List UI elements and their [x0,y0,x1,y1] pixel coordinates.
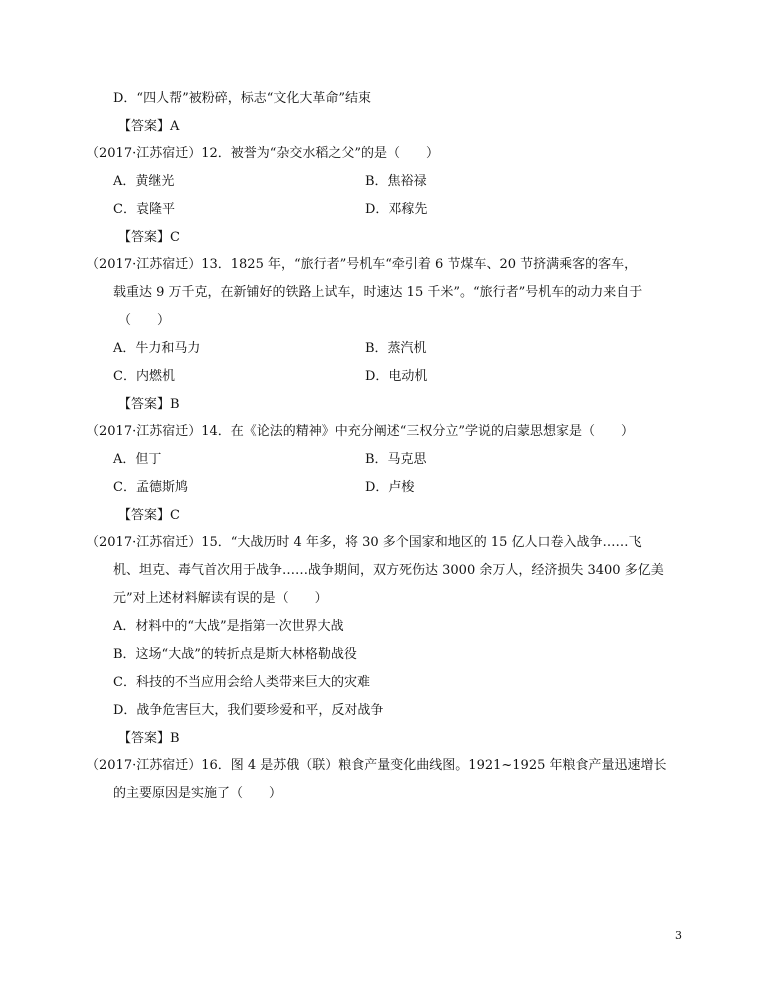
q13-option-a: A．牛力和马力 [113,341,201,356]
q15-stem-line1: （2017·江苏宿迁）15．“大战历时 4 年多，将 30 多个国家和地区的 15 亿人口卷入战争……飞 [86,535,642,550]
q13-stem-line3: （ ） [118,313,171,328]
q12-option-c: C．袁隆平 [113,202,175,217]
q15-option-a: A．材料中的“大战”是指第一次世界大战 [113,619,344,634]
q13-option-b: B．蒸汽机 [365,341,427,356]
q13-option-c: C．内燃机 [113,369,175,384]
q15-stem-line2: 机、坦克、毒气首次用于战争……战争期间，双方死伤达 3000 余万人，经济损失 3400 多亿美 [113,563,664,578]
q14-stem: （2017·江苏宿迁）14．在《论法的精神》中充分阐述“三权分立”学说的启蒙思想家是（ ） [86,424,635,439]
q13-answer: 【答案】B [118,397,180,412]
q16-stem-line1: （2017·江苏宿迁）16．图 4 是苏俄（联）粮食产量变化曲线图。1921~1925 年粮食产量迅速增长 [86,758,667,773]
q15-stem-line3: 元”对上述材料解读有误的是（ ） [113,591,328,606]
q14-option-c: C．孟德斯鸠 [113,480,188,495]
q12-option-a: A．黄继光 [113,174,175,189]
q14-option-d: D．卢梭 [365,480,415,495]
q14-answer: 【答案】C [118,508,180,523]
q11-answer: 【答案】A [118,119,180,134]
q14-option-a: A．但丁 [113,452,162,467]
q15-answer: 【答案】B [118,731,180,746]
q11-option-d: D．“四人帮”被粉碎，标志“文化大革命”结束 [113,91,372,106]
q12-option-d: D．邓稼先 [365,202,428,217]
q13-option-d: D．电动机 [365,369,428,384]
q15-option-b: B．这场“大战”的转折点是斯大林格勒战役 [113,647,357,662]
q15-option-c: C．科技的不当应用会给人类带来巨大的灾难 [113,675,370,690]
q15-option-d: D．战争危害巨大，我们要珍爱和平，反对战争 [113,703,384,718]
page-number: 3 [675,929,682,942]
q14-option-b: B．马克思 [365,452,427,467]
q12-stem: （2017·江苏宿迁）12．被誉为“杂交水稻之父”的是（ ） [86,146,440,161]
q16-stem-line2: 的主要原因是实施了（ ） [113,786,283,801]
q13-stem-line1: （2017·江苏宿迁）13．1825 年，“旅行者”号机车“牵引着 6 节煤车、20 节挤满乘客的客车， [86,257,638,272]
q12-answer: 【答案】C [118,230,180,245]
q12-option-b: B．焦裕禄 [365,174,427,189]
q13-stem-line2: 载重达 9 万千克，在新铺好的铁路上试车，时速达 15 千米”。“旅行者”号机车的动力来自于 [113,285,643,300]
